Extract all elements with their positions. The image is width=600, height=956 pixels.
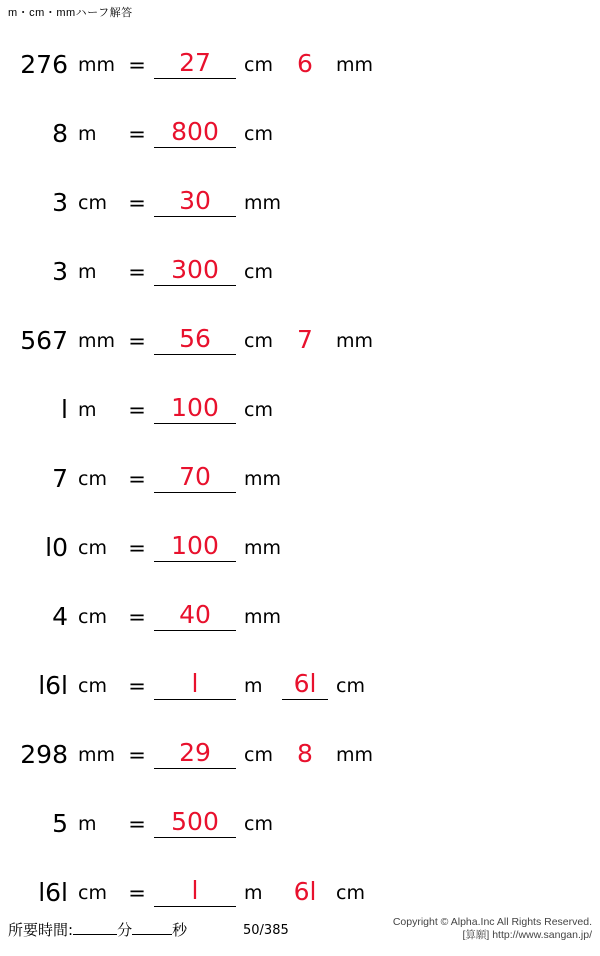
seconds-blank[interactable] [132,934,172,935]
question-unit: cm [78,467,107,490]
question-unit: mm [78,743,116,766]
answer-blank-primary[interactable]: 29 [154,740,236,769]
answer-unit-primary: cm [244,122,273,145]
answer-blank-primary[interactable]: l [154,671,236,700]
question-unit: m [78,260,97,283]
problem-row [0,375,600,444]
answer-unit-primary: mm [244,191,282,214]
question-unit: cm [78,191,107,214]
copyright-text: Copyright © Alpha.Inc All Rights Reserved. [392,916,592,928]
equals-sign: = [128,742,146,767]
question-value: l6l [38,671,68,700]
answer-unit-primary: cm [244,812,273,835]
problem-row [0,444,600,513]
answer-blank-primary[interactable]: 30 [154,188,236,217]
question-value: 3 [52,188,68,217]
answer-unit-primary: cm [244,329,273,352]
seconds-unit-label: 秒 [172,921,188,939]
answer-unit-secondary: mm [336,329,374,352]
problem-row [0,651,600,720]
site-url-text: [算願] http://www.sangan.jp/ [462,929,592,941]
question-unit: m [78,398,97,421]
answer-blank-primary[interactable]: 100 [154,533,236,562]
answer-blank-primary[interactable]: 70 [154,464,236,493]
problem-row [0,513,600,582]
equals-sign: = [128,466,146,491]
equals-sign: = [128,604,146,629]
equals-sign: = [128,190,146,215]
question-value: l [61,395,68,424]
question-value: 7 [52,464,68,493]
question-unit: cm [78,536,107,559]
question-value: l0 [45,533,68,562]
answer-blank-primary[interactable]: 300 [154,257,236,286]
minutes-blank[interactable] [73,934,117,935]
equals-sign: = [128,397,146,422]
question-value: 276 [20,50,68,79]
answer-blank-primary[interactable]: 500 [154,809,236,838]
answer-unit-secondary: cm [336,674,365,697]
problem-row [0,99,600,168]
answer-blank-primary[interactable]: 100 [154,395,236,424]
answer-unit-primary: cm [244,743,273,766]
question-unit: m [78,812,97,835]
question-unit: cm [78,605,107,628]
answer-blank-secondary[interactable]: 6 [297,49,313,79]
answer-blank-secondary[interactable]: 6l [282,671,328,700]
question-value: 567 [20,326,68,355]
elapsed-time-label: 所要時間: [8,921,74,939]
problem-row [0,30,600,99]
equals-sign: = [128,535,146,560]
page-header-title: m・cm・mmハーフ解答 [8,7,133,19]
answer-unit-secondary: cm [336,881,365,904]
answer-blank-primary[interactable]: 56 [154,326,236,355]
question-value: 4 [52,602,68,631]
question-value: 5 [52,809,68,838]
question-value: 8 [52,119,68,148]
page-number: 50/385 [243,923,289,938]
question-unit: cm [78,881,107,904]
answer-blank-primary[interactable]: l [154,878,236,907]
equals-sign: = [128,259,146,284]
problem-row [0,168,600,237]
answer-unit-secondary: mm [336,743,374,766]
equals-sign: = [128,673,146,698]
equals-sign: = [128,811,146,836]
answer-unit-primary: cm [244,260,273,283]
answer-blank-primary[interactable]: 800 [154,119,236,148]
answer-unit-primary: cm [244,53,273,76]
answer-blank-secondary[interactable]: 8 [297,739,313,769]
question-unit: m [78,122,97,145]
answer-unit-primary: cm [244,398,273,421]
page-footer [0,910,600,950]
question-unit: mm [78,53,116,76]
question-unit: cm [78,674,107,697]
answer-blank-secondary[interactable]: 6l [293,877,317,907]
question-value: 3 [52,257,68,286]
equals-sign: = [128,880,146,905]
answer-blank-secondary[interactable]: 7 [297,325,313,355]
question-unit: mm [78,329,116,352]
question-value: 298 [20,740,68,769]
answer-unit-primary: mm [244,536,282,559]
elapsed-time-field[interactable] [8,919,187,940]
problem-list [0,30,600,927]
answer-unit-primary: mm [244,605,282,628]
question-value: l6l [38,878,68,907]
problem-row [0,237,600,306]
problem-row [0,720,600,789]
answer-unit-primary: mm [244,467,282,490]
answer-unit-primary: m [244,674,263,697]
answer-unit-primary: m [244,881,263,904]
problem-row [0,582,600,651]
equals-sign: = [128,121,146,146]
equals-sign: = [128,328,146,353]
equals-sign: = [128,52,146,77]
answer-unit-secondary: mm [336,53,374,76]
answer-blank-primary[interactable]: 27 [154,50,236,79]
minutes-unit-label: 分 [117,921,133,939]
answer-blank-primary[interactable]: 40 [154,602,236,631]
problem-row [0,306,600,375]
problem-row [0,789,600,858]
